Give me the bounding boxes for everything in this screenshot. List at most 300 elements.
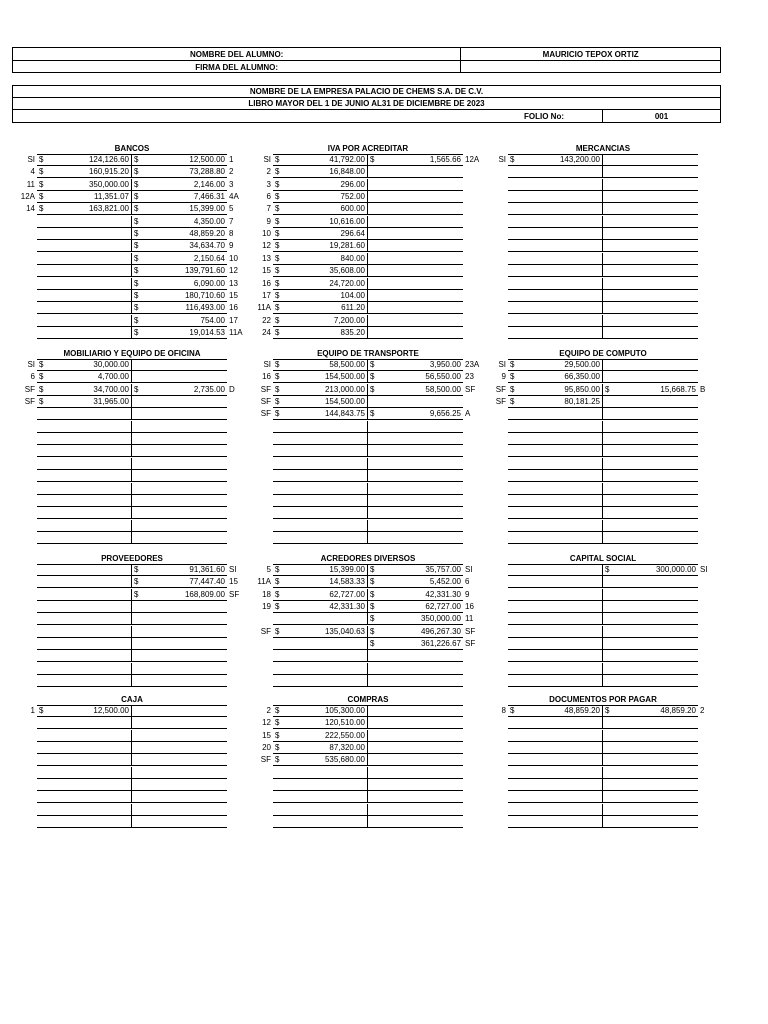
- ledger-row: [260, 754, 507, 766]
- ledger-row: [508, 589, 742, 601]
- debit-ref: SI: [498, 360, 506, 369]
- debit-cell: [37, 290, 131, 302]
- debit-cell: [508, 663, 602, 675]
- debit-cell: [273, 421, 367, 433]
- currency-symbol: $: [605, 565, 610, 574]
- ledger-row: [262, 253, 507, 265]
- ledger-row: [273, 638, 507, 650]
- credit-cell: [131, 203, 227, 215]
- ledger-row: [508, 433, 742, 445]
- credit-cell: [367, 240, 463, 252]
- credit-cell: [131, 359, 227, 371]
- currency-symbol: $: [275, 290, 280, 300]
- ledger-row: [508, 663, 742, 675]
- credit-ref: 23: [465, 372, 474, 382]
- credit-cell: [602, 483, 698, 495]
- credit-cell: [602, 791, 698, 803]
- credit-cell: [602, 779, 698, 791]
- debit-cell: [273, 166, 367, 178]
- currency-symbol: $: [370, 602, 375, 612]
- debit-cell: [273, 675, 367, 687]
- ledger-row: [266, 191, 507, 203]
- debit-cell: [273, 532, 367, 544]
- credit-cell: [131, 166, 227, 178]
- debit-ref: SF: [260, 397, 271, 407]
- credit-cell: [131, 290, 227, 302]
- credit-amount: 77,447.40: [189, 577, 225, 587]
- ledger-row: [508, 804, 742, 816]
- debit-cell: [37, 675, 131, 687]
- debit-cell: [37, 166, 131, 178]
- debit-amount: 752.00: [340, 192, 365, 202]
- debit-amount: 144,843.75: [324, 409, 365, 419]
- credit-cell: [367, 290, 463, 302]
- debit-amount: 42,331.30: [329, 602, 365, 612]
- ledger-row: [508, 532, 742, 544]
- ledger-row: [495, 396, 742, 408]
- credit-cell: [602, 576, 698, 588]
- ledger-row: [20, 191, 271, 203]
- ledger-row: [37, 532, 271, 544]
- ledger-row: [37, 265, 271, 277]
- currency-symbol: $: [275, 397, 280, 407]
- credit-cell: [131, 327, 227, 339]
- credit-cell: [367, 384, 463, 396]
- debit-amount: 31,965.00: [93, 397, 129, 407]
- currency-symbol: $: [39, 706, 44, 715]
- debit-cell: [273, 384, 367, 396]
- credit-cell: [131, 520, 227, 532]
- currency-symbol: $: [275, 303, 280, 313]
- debit-cell: [37, 216, 131, 228]
- credit-ref: 12: [229, 266, 238, 276]
- account-title: COMPRAS: [273, 694, 463, 706]
- currency-symbol: $: [275, 626, 280, 636]
- debit-cell: [273, 433, 367, 445]
- credit-cell: [367, 742, 463, 754]
- credit-amount: 42,331.30: [425, 589, 461, 599]
- debit-amount: 11,351.07: [94, 192, 129, 202]
- debit-cell: [508, 483, 602, 495]
- folio-label: FOLIO No:: [13, 110, 603, 122]
- credit-cell: [367, 754, 463, 766]
- account-title: EQUIPO DE COMPUTO: [508, 348, 698, 360]
- debit-cell: [273, 359, 367, 371]
- debit-amount: 222,550.00: [324, 730, 365, 740]
- credit-cell: [367, 601, 463, 613]
- currency-symbol: $: [275, 718, 280, 728]
- ledger-row: [508, 203, 742, 215]
- credit-cell: [367, 433, 463, 445]
- debit-cell: [37, 203, 131, 215]
- debit-cell: [508, 613, 602, 625]
- debit-amount: 16,848.00: [329, 167, 365, 177]
- currency-symbol: $: [134, 589, 139, 599]
- ledger-row: [508, 507, 742, 519]
- debit-cell: [508, 470, 602, 482]
- debit-cell: [37, 767, 131, 779]
- ledger-row: [266, 564, 507, 576]
- account-title: BANCOS: [37, 143, 227, 155]
- ledger-row: [37, 216, 271, 228]
- ledger-row: [508, 638, 742, 650]
- ledger-row: [37, 433, 271, 445]
- currency-symbol: $: [275, 755, 280, 765]
- debit-cell: [273, 470, 367, 482]
- credit-ref: SF: [465, 626, 476, 636]
- credit-amount: 168,809.00: [184, 589, 225, 599]
- credit-cell: [367, 495, 463, 507]
- ledger-row: [508, 327, 742, 339]
- debit-cell: [37, 507, 131, 519]
- currency-symbol: $: [510, 706, 515, 715]
- credit-cell: [131, 601, 227, 613]
- ledger-row: [37, 650, 271, 662]
- ledger-row: [262, 742, 507, 754]
- credit-cell: [367, 203, 463, 215]
- student-signature-field: [461, 61, 720, 73]
- ledger-row: [508, 717, 742, 729]
- debit-amount: 611.20: [341, 303, 365, 313]
- account-title: ACREDORES DIVERSOS: [273, 553, 463, 565]
- credit-cell: [367, 638, 463, 650]
- ledger-row: [273, 816, 507, 828]
- debit-cell: [37, 495, 131, 507]
- credit-cell: [367, 804, 463, 816]
- credit-cell: [367, 675, 463, 687]
- debit-cell: [508, 791, 602, 803]
- credit-cell: [367, 650, 463, 662]
- credit-ref: 9: [465, 589, 470, 599]
- ledger-row: [508, 650, 742, 662]
- debit-cell: [273, 754, 367, 766]
- credit-cell: [367, 445, 463, 457]
- debit-amount: 105,300.00: [324, 706, 365, 715]
- debit-amount: 600.00: [340, 204, 365, 214]
- ledger-row: [260, 384, 507, 396]
- currency-symbol: $: [370, 565, 375, 574]
- ledger-row: [273, 663, 507, 675]
- credit-cell: [131, 179, 227, 191]
- debit-cell: [508, 507, 602, 519]
- credit-cell: [602, 564, 698, 576]
- debit-amount: 41,792.00: [329, 155, 365, 164]
- ledger-row: [508, 816, 742, 828]
- ledger-row: [273, 532, 507, 544]
- credit-cell: [602, 754, 698, 766]
- credit-ref: SI: [229, 565, 237, 574]
- debit-cell: [273, 228, 367, 240]
- credit-amount: 300,000.00: [655, 565, 696, 574]
- currency-symbol: $: [275, 167, 280, 177]
- currency-symbol: $: [39, 204, 44, 214]
- credit-cell: [131, 730, 227, 742]
- debit-cell: [508, 154, 602, 166]
- ledger-row: [37, 253, 271, 265]
- currency-symbol: $: [275, 743, 280, 753]
- debit-ref: 18: [262, 589, 271, 599]
- credit-cell: [367, 520, 463, 532]
- currency-symbol: $: [39, 360, 44, 369]
- debit-cell: [273, 730, 367, 742]
- debit-amount: 7,200.00: [333, 315, 365, 325]
- debit-cell: [273, 495, 367, 507]
- credit-cell: [602, 166, 698, 178]
- debit-ref: 9: [501, 372, 506, 382]
- currency-symbol: $: [275, 315, 280, 325]
- credit-ref: SF: [465, 384, 476, 394]
- credit-ref: 13: [229, 278, 238, 288]
- currency-symbol: $: [605, 706, 610, 715]
- ledger-row: [273, 433, 507, 445]
- credit-cell: [367, 228, 463, 240]
- account-title: IVA POR ACREDITAR: [273, 143, 463, 155]
- debit-amount: 35,608.00: [329, 266, 365, 276]
- currency-symbol: $: [370, 372, 375, 382]
- debit-amount: 80,181.25: [564, 397, 600, 407]
- debit-cell: [508, 767, 602, 779]
- debit-cell: [37, 717, 131, 729]
- debit-cell: [508, 433, 602, 445]
- credit-ref: 15: [229, 290, 238, 300]
- ledger-row: [37, 730, 271, 742]
- credit-cell: [131, 576, 227, 588]
- credit-amount: 58,500.00: [425, 384, 461, 394]
- debit-cell: [508, 166, 602, 178]
- debit-cell: [273, 767, 367, 779]
- currency-symbol: $: [134, 155, 139, 164]
- ledger-row: [508, 240, 742, 252]
- ledger-row: [273, 458, 507, 470]
- ledger-row: [37, 495, 271, 507]
- debit-ref: 12: [262, 718, 271, 728]
- ledger-row: [508, 675, 742, 687]
- ledger-row: [508, 767, 742, 779]
- debit-cell: [508, 228, 602, 240]
- ledger-row: [266, 166, 507, 178]
- credit-cell: [131, 278, 227, 290]
- debit-cell: [37, 154, 131, 166]
- debit-cell: [37, 240, 131, 252]
- ledger-row: [26, 179, 271, 191]
- debit-cell: [273, 278, 367, 290]
- debit-cell: [37, 408, 131, 420]
- ledger-row: [508, 791, 742, 803]
- credit-cell: [367, 705, 463, 717]
- credit-cell: [602, 396, 698, 408]
- debit-cell: [273, 302, 367, 314]
- debit-cell: [273, 663, 367, 675]
- credit-cell: [602, 816, 698, 828]
- credit-cell: [131, 483, 227, 495]
- debit-cell: [273, 816, 367, 828]
- ledger-row: [37, 779, 271, 791]
- currency-symbol: $: [134, 204, 139, 214]
- ledger-row: [266, 216, 507, 228]
- debit-cell: [273, 290, 367, 302]
- credit-ref: 11: [465, 614, 474, 624]
- credit-cell: [602, 191, 698, 203]
- debit-cell: [37, 613, 131, 625]
- debit-cell: [508, 650, 602, 662]
- credit-amount: 7,466.31: [193, 192, 225, 202]
- credit-cell: [131, 638, 227, 650]
- credit-cell: [602, 154, 698, 166]
- debit-amount: 154,500.00: [324, 397, 365, 407]
- debit-cell: [37, 650, 131, 662]
- ledger-row: [508, 470, 742, 482]
- debit-cell: [273, 601, 367, 613]
- currency-symbol: $: [370, 589, 375, 599]
- ledger-row: [30, 166, 271, 178]
- credit-ref: 15: [229, 577, 238, 587]
- credit-cell: [131, 804, 227, 816]
- ledger-row: [30, 705, 271, 717]
- credit-ref: 12A: [465, 155, 480, 164]
- debit-cell: [508, 384, 602, 396]
- ledger-row: [37, 421, 271, 433]
- credit-ref: SF: [465, 639, 476, 649]
- ledger-row: [37, 458, 271, 470]
- ledger-row: [508, 302, 742, 314]
- credit-cell: [367, 483, 463, 495]
- credit-amount: 48,859.20: [660, 706, 696, 715]
- credit-cell: [131, 396, 227, 408]
- credit-amount: 3,950.00: [429, 360, 461, 369]
- credit-cell: [131, 470, 227, 482]
- ledger-row: [37, 804, 271, 816]
- credit-ref: 3: [229, 179, 234, 189]
- debit-cell: [37, 359, 131, 371]
- debit-cell: [508, 779, 602, 791]
- debit-ref: 11A: [257, 303, 271, 313]
- ledger-row: [273, 445, 507, 457]
- credit-cell: [131, 408, 227, 420]
- credit-cell: [602, 532, 698, 544]
- credit-amount: 62,727.00: [425, 602, 461, 612]
- credit-cell: [602, 470, 698, 482]
- debit-cell: [508, 327, 602, 339]
- debit-amount: 160,915.20: [88, 167, 129, 177]
- debit-cell: [508, 564, 602, 576]
- debit-ref: SF: [24, 397, 35, 407]
- debit-cell: [508, 675, 602, 687]
- credit-cell: [602, 675, 698, 687]
- credit-cell: [131, 613, 227, 625]
- ledger-row: [27, 154, 271, 166]
- debit-ref: 11: [26, 179, 35, 189]
- debit-amount: 120,510.00: [324, 718, 365, 728]
- ledger-row: [257, 302, 507, 314]
- debit-amount: 19,281.60: [329, 241, 365, 251]
- ledger-row: [508, 754, 742, 766]
- ledger-row: [262, 265, 507, 277]
- credit-cell: [367, 371, 463, 383]
- currency-symbol: $: [275, 253, 280, 263]
- debit-amount: 15,399.00: [329, 565, 365, 574]
- credit-cell: [367, 791, 463, 803]
- debit-ref: SF: [260, 384, 271, 394]
- debit-cell: [508, 742, 602, 754]
- ledger-row: [273, 767, 507, 779]
- credit-ref: 2: [229, 167, 234, 177]
- credit-amount: 139,791.60: [184, 266, 225, 276]
- debit-cell: [508, 396, 602, 408]
- ledger-row: [495, 384, 742, 396]
- ledger-row: [498, 359, 742, 371]
- currency-symbol: $: [510, 372, 515, 382]
- credit-cell: [367, 589, 463, 601]
- credit-cell: [367, 253, 463, 265]
- currency-symbol: $: [605, 384, 610, 394]
- currency-symbol: $: [134, 253, 139, 263]
- currency-symbol: $: [275, 216, 280, 226]
- credit-cell: [367, 717, 463, 729]
- ledger-row: [37, 483, 271, 495]
- currency-symbol: $: [275, 229, 280, 239]
- credit-cell: [131, 240, 227, 252]
- credit-amount: 48,859.20: [189, 229, 225, 239]
- debit-cell: [508, 216, 602, 228]
- credit-cell: [131, 384, 227, 396]
- ledger-row: [266, 179, 507, 191]
- credit-cell: [602, 507, 698, 519]
- credit-cell: [602, 717, 698, 729]
- debit-amount: 10,616.00: [329, 216, 365, 226]
- credit-cell: [602, 804, 698, 816]
- credit-cell: [131, 315, 227, 327]
- credit-cell: [131, 779, 227, 791]
- credit-cell: [602, 384, 698, 396]
- debit-cell: [273, 650, 367, 662]
- ledger-row: [37, 754, 271, 766]
- ledger-row: [262, 228, 507, 240]
- credit-cell: [367, 191, 463, 203]
- currency-symbol: $: [275, 372, 280, 382]
- debit-ref: 24: [262, 327, 271, 337]
- credit-cell: [367, 613, 463, 625]
- credit-ref: 1: [229, 155, 234, 164]
- ledger-row: [508, 408, 742, 420]
- debit-ref: SI: [263, 360, 271, 369]
- debit-cell: [273, 179, 367, 191]
- currency-symbol: $: [370, 639, 375, 649]
- ledger-row: [508, 779, 742, 791]
- currency-symbol: $: [510, 155, 515, 164]
- ledger-row: [260, 408, 507, 420]
- debit-cell: [508, 191, 602, 203]
- ledger-row: [508, 495, 742, 507]
- ledger-row: [37, 470, 271, 482]
- credit-cell: [131, 589, 227, 601]
- debit-cell: [273, 408, 367, 420]
- debit-cell: [37, 191, 131, 203]
- credit-cell: [602, 520, 698, 532]
- ledger-row: [508, 191, 742, 203]
- credit-cell: [602, 371, 698, 383]
- account-title: PROVEEDORES: [37, 553, 227, 565]
- student-signature-label: FIRMA DEL ALUMNO:: [13, 61, 461, 73]
- account-title: CAJA: [37, 694, 227, 706]
- credit-cell: [367, 663, 463, 675]
- credit-cell: [367, 564, 463, 576]
- company-info-box: [12, 85, 721, 123]
- debit-amount: 840.00: [340, 253, 365, 263]
- ledger-row: [273, 650, 507, 662]
- debit-cell: [37, 433, 131, 445]
- credit-amount: 19,014.53: [189, 327, 225, 337]
- credit-cell: [131, 754, 227, 766]
